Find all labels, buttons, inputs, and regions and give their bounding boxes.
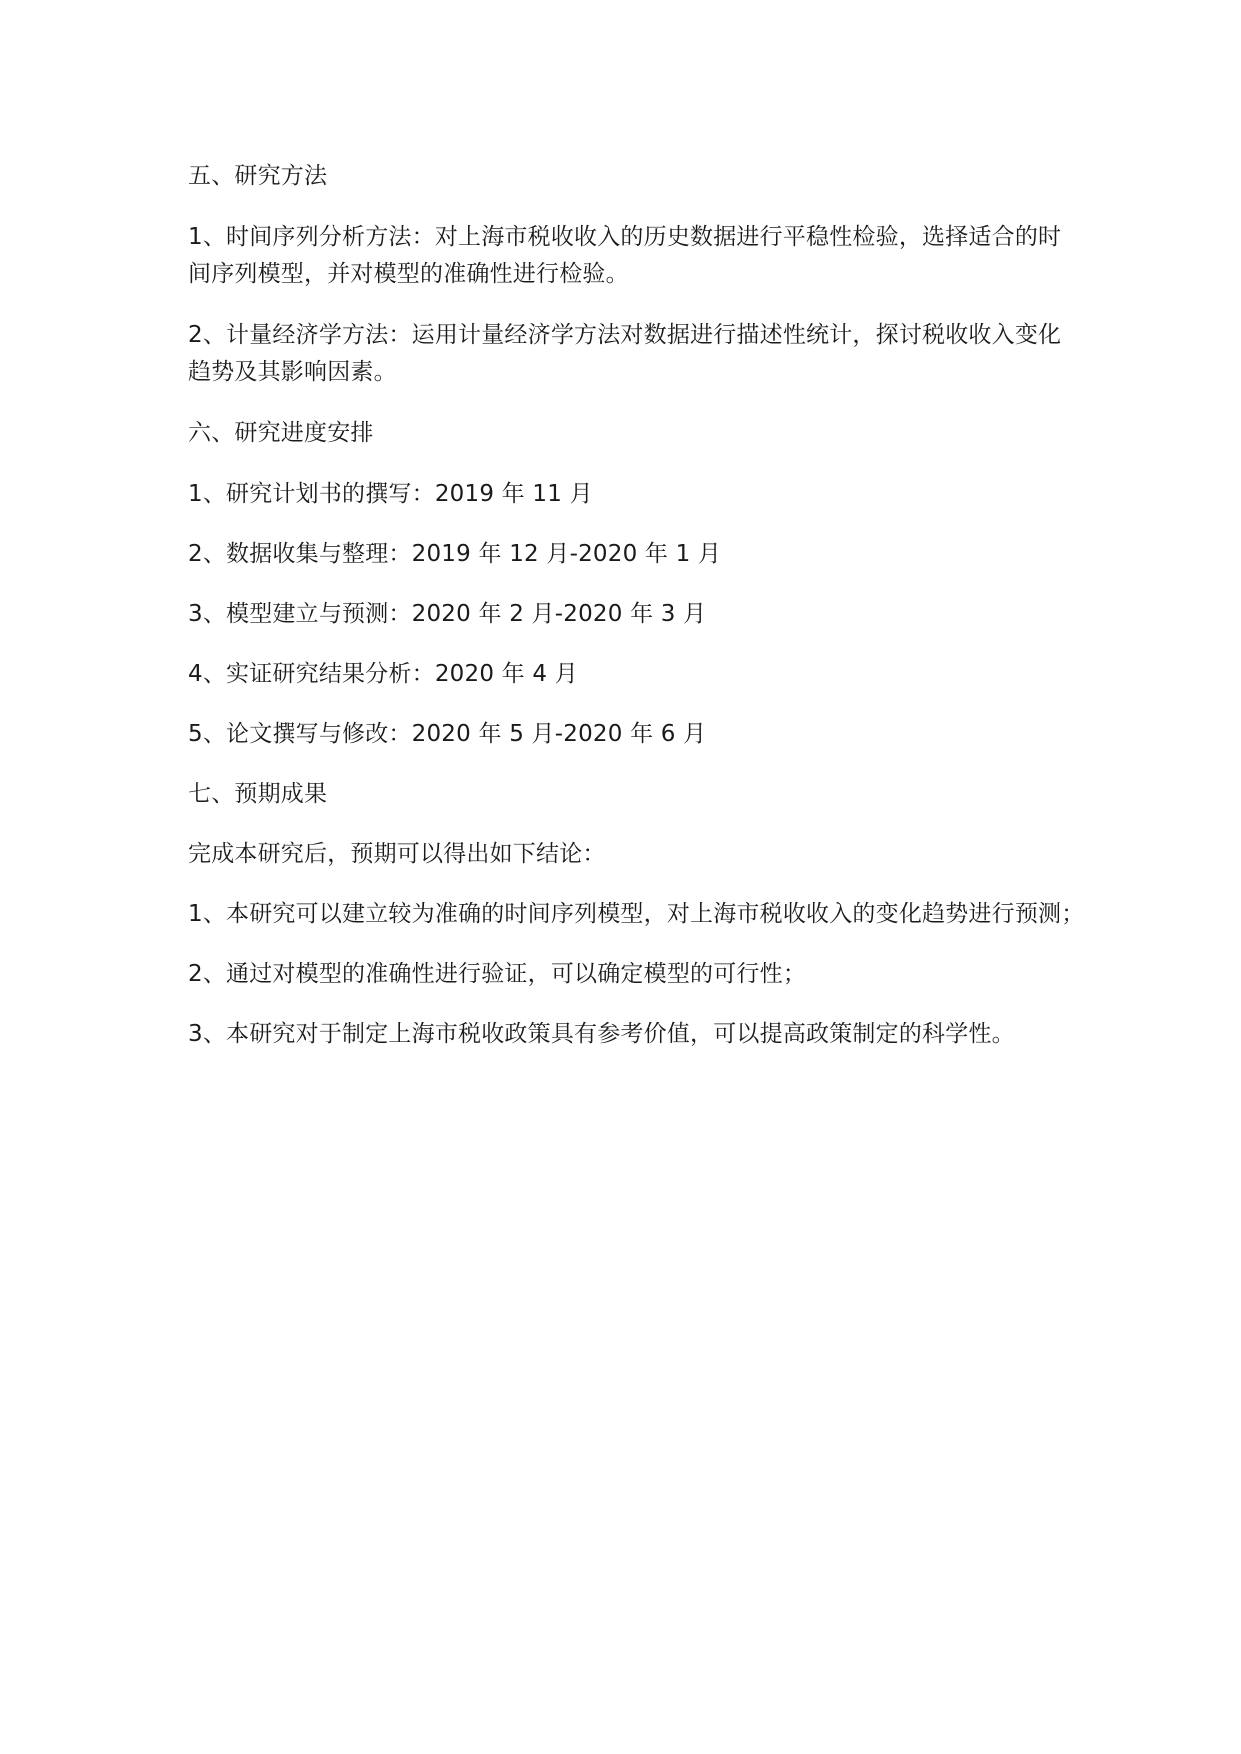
method-item-2-line-1: 2、计量经济学方法：运用计量经济学方法对数据进行描述性统计，探讨税收收入变化 [188, 322, 1062, 348]
section-heading-results: 七、预期成果 [188, 781, 328, 807]
schedule-item-2: 2、数据收集与整理：2019 年 12 月-2020 年 1 月 [188, 541, 722, 567]
method-item-1-line-1: 1、时间序列分析方法：对上海市税收收入的历史数据进行平稳性检验，选择适合的时 [188, 224, 1062, 250]
result-item-1: 1、本研究可以建立较为准确的时间序列模型，对上海市税收收入的变化趋势进行预测； [188, 901, 1085, 927]
document-body [188, 158, 1088, 1053]
schedule-item-3: 3、模型建立与预测：2020 年 2 月-2020 年 3 月 [188, 601, 707, 627]
section-heading-schedule: 六、研究进度安排 [188, 420, 374, 446]
results-intro: 完成本研究后，预期可以得出如下结论： [188, 841, 606, 867]
method-item-1-line-2: 间序列模型，并对模型的准确性进行检验。 [188, 261, 629, 287]
result-item-3: 3、本研究对于制定上海市税收政策具有参考价值，可以提高政策制定的科学性。 [188, 1021, 1015, 1047]
schedule-item-4: 4、实证研究结果分析：2020 年 4 月 [188, 661, 578, 687]
method-item-2-line-2: 趋势及其影响因素。 [188, 359, 397, 385]
section-heading-methods: 五、研究方法 [188, 163, 328, 189]
result-item-2: 2、通过对模型的准确性进行验证，可以确定模型的可行性； [188, 961, 807, 987]
schedule-item-5: 5、论文撰写与修改：2020 年 5 月-2020 年 6 月 [188, 721, 707, 747]
schedule-item-1: 1、研究计划书的撰写：2019 年 11 月 [188, 481, 593, 507]
